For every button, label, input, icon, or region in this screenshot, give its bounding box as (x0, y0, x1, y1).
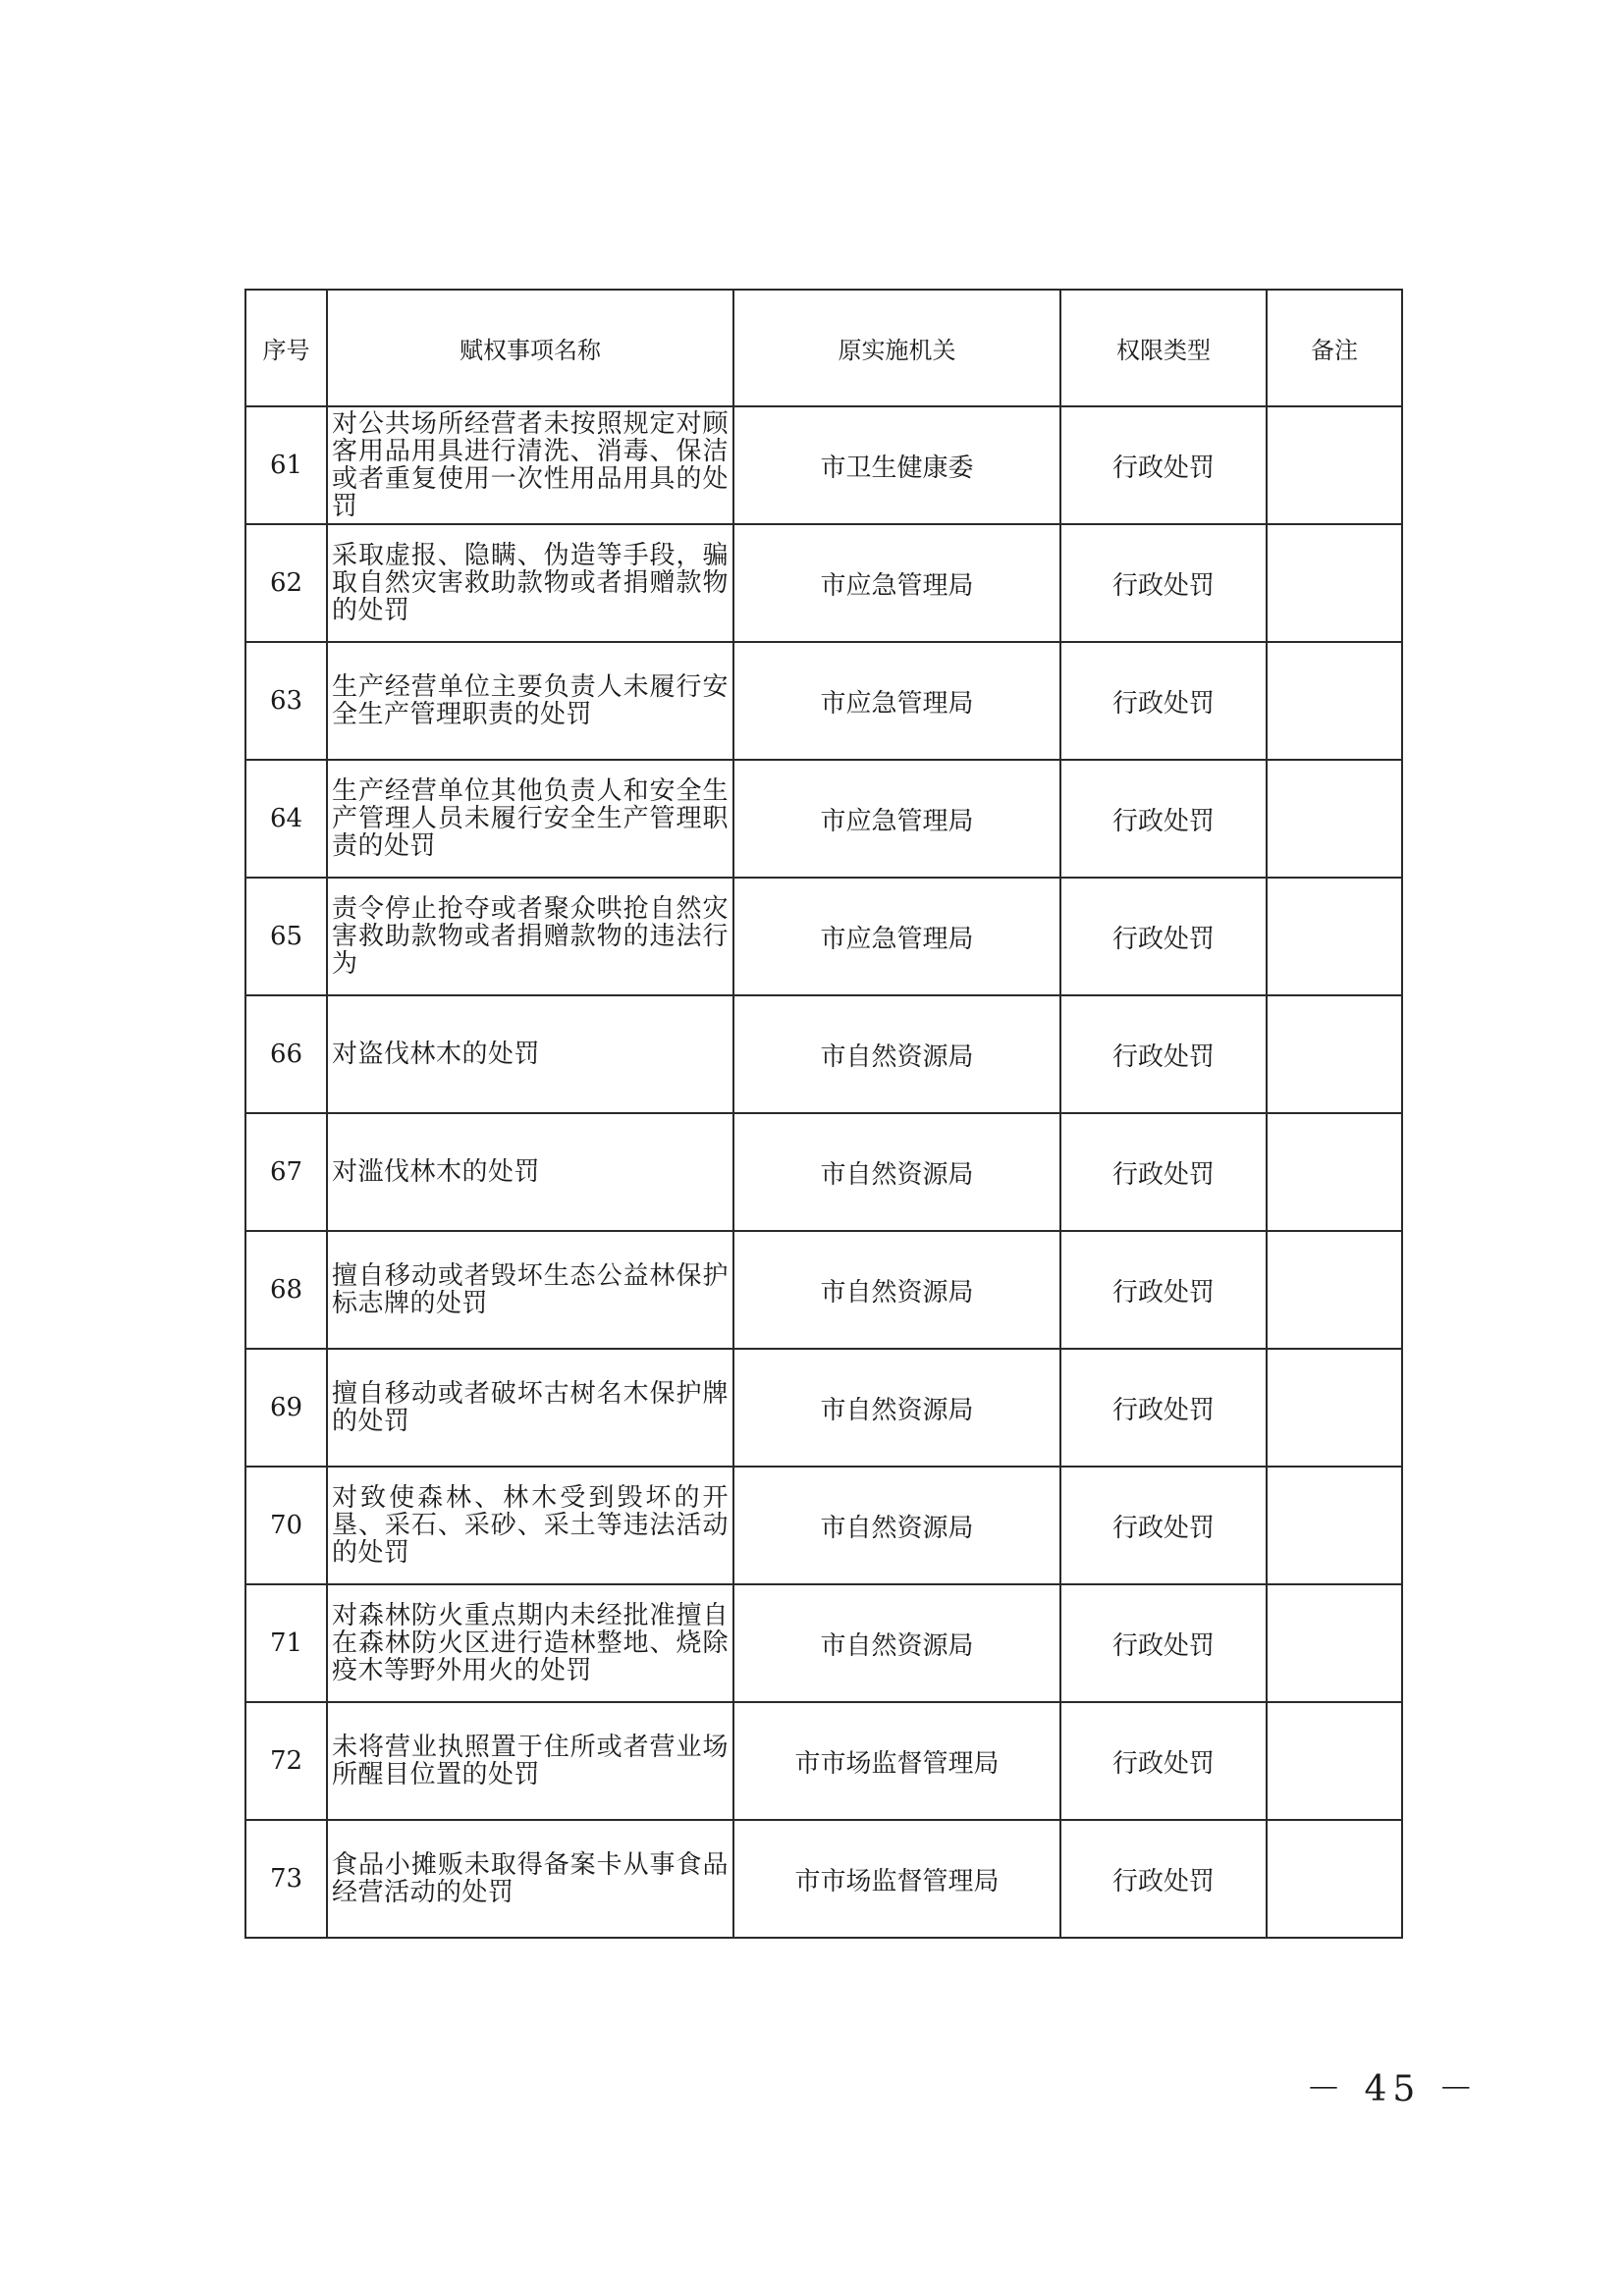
table-row (245, 1820, 1402, 1938)
item-note (1267, 1584, 1402, 1702)
item-name: 擅自移动或者毁坏生态公益林保护标志牌的处罚 (327, 1231, 733, 1349)
item-agency: 市市场监督管理局 (733, 1820, 1060, 1938)
header-name: 赋权事项名称 (327, 290, 733, 406)
item-type: 行政处罚 (1060, 878, 1267, 995)
row-number: 67 (245, 1113, 327, 1231)
table-row (245, 1467, 1402, 1584)
header-note: 备注 (1267, 290, 1402, 406)
table-row (245, 1702, 1402, 1820)
row-number: 70 (245, 1467, 327, 1584)
table-row (245, 642, 1402, 760)
item-type: 行政处罚 (1060, 406, 1267, 524)
row-number: 69 (245, 1349, 327, 1467)
item-type: 行政处罚 (1060, 760, 1267, 878)
item-name: 擅自移动或者破坏古树名木保护牌的处罚 (327, 1349, 733, 1467)
item-agency: 市应急管理局 (733, 760, 1060, 878)
row-number: 68 (245, 1231, 327, 1349)
item-note (1267, 1820, 1402, 1938)
row-number: 71 (245, 1584, 327, 1702)
table-header-row (245, 290, 1402, 406)
table-row (245, 1584, 1402, 1702)
item-name: 对公共场所经营者未按照规定对顾客用品用具进行清洗、消毒、保洁或者重复使用一次性用品用具的处罚 (327, 406, 733, 524)
item-agency: 市卫生健康委 (733, 406, 1060, 524)
item-type: 行政处罚 (1060, 1584, 1267, 1702)
item-agency: 市自然资源局 (733, 995, 1060, 1113)
header-type: 权限类型 (1060, 290, 1267, 406)
table-row (245, 406, 1402, 524)
item-name: 对滥伐林木的处罚 (327, 1113, 733, 1231)
row-number: 64 (245, 760, 327, 878)
item-type: 行政处罚 (1060, 642, 1267, 760)
item-agency: 市自然资源局 (733, 1349, 1060, 1467)
item-agency: 市自然资源局 (733, 1467, 1060, 1584)
item-note (1267, 878, 1402, 995)
row-number: 72 (245, 1702, 327, 1820)
item-name: 对盗伐林木的处罚 (327, 995, 733, 1113)
row-number: 66 (245, 995, 327, 1113)
item-note (1267, 1467, 1402, 1584)
item-type: 行政处罚 (1060, 1113, 1267, 1231)
row-number: 73 (245, 1820, 327, 1938)
item-type: 行政处罚 (1060, 1820, 1267, 1938)
item-name: 食品小摊贩未取得备案卡从事食品经营活动的处罚 (327, 1820, 733, 1938)
item-name: 未将营业执照置于住所或者营业场所醒目位置的处罚 (327, 1702, 733, 1820)
table-row (245, 760, 1402, 878)
table-row (245, 1113, 1402, 1231)
header-agency: 原实施机关 (733, 290, 1060, 406)
item-name: 责令停止抢夺或者聚众哄抢自然灾害救助款物或者捐赠款物的违法行为 (327, 878, 733, 995)
table-row (245, 524, 1402, 642)
item-type: 行政处罚 (1060, 1231, 1267, 1349)
item-agency: 市自然资源局 (733, 1584, 1060, 1702)
item-type: 行政处罚 (1060, 1349, 1267, 1467)
item-name: 生产经营单位主要负责人未履行安全生产管理职责的处罚 (327, 642, 733, 760)
authorization-table (244, 289, 1403, 1939)
item-type: 行政处罚 (1060, 1702, 1267, 1820)
item-agency: 市应急管理局 (733, 878, 1060, 995)
item-agency: 市市场监督管理局 (733, 1702, 1060, 1820)
table-row (245, 1231, 1402, 1349)
item-name: 采取虚报、隐瞒、伪造等手段，骗取自然灾害救助款物或者捐赠款物的处罚 (327, 524, 733, 642)
item-note (1267, 760, 1402, 878)
item-agency: 市自然资源局 (733, 1113, 1060, 1231)
item-type: 行政处罚 (1060, 1467, 1267, 1584)
item-note (1267, 1349, 1402, 1467)
item-agency: 市应急管理局 (733, 524, 1060, 642)
item-name: 生产经营单位其他负责人和安全生产管理人员未履行安全生产管理职责的处罚 (327, 760, 733, 878)
row-number: 62 (245, 524, 327, 642)
table-row (245, 1349, 1402, 1467)
item-note (1267, 995, 1402, 1113)
item-note (1267, 642, 1402, 760)
table-row (245, 995, 1402, 1113)
item-name: 对致使森林、林木受到毁坏的开垦、采石、采砂、采土等违法活动的处罚 (327, 1467, 733, 1584)
item-note (1267, 1113, 1402, 1231)
row-number: 61 (245, 406, 327, 524)
item-agency: 市应急管理局 (733, 642, 1060, 760)
item-agency: 市自然资源局 (733, 1231, 1060, 1349)
table-row (245, 878, 1402, 995)
item-type: 行政处罚 (1060, 524, 1267, 642)
item-note (1267, 524, 1402, 642)
item-type: 行政处罚 (1060, 995, 1267, 1113)
item-note (1267, 1702, 1402, 1820)
page-number: － 45 － (1306, 2069, 1480, 2109)
header-no: 序号 (245, 290, 327, 406)
item-note (1267, 1231, 1402, 1349)
item-name: 对森林防火重点期内未经批准擅自在森林防火区进行造林整地、烧除疫木等野外用火的处罚 (327, 1584, 733, 1702)
row-number: 63 (245, 642, 327, 760)
row-number: 65 (245, 878, 327, 995)
item-note (1267, 406, 1402, 524)
